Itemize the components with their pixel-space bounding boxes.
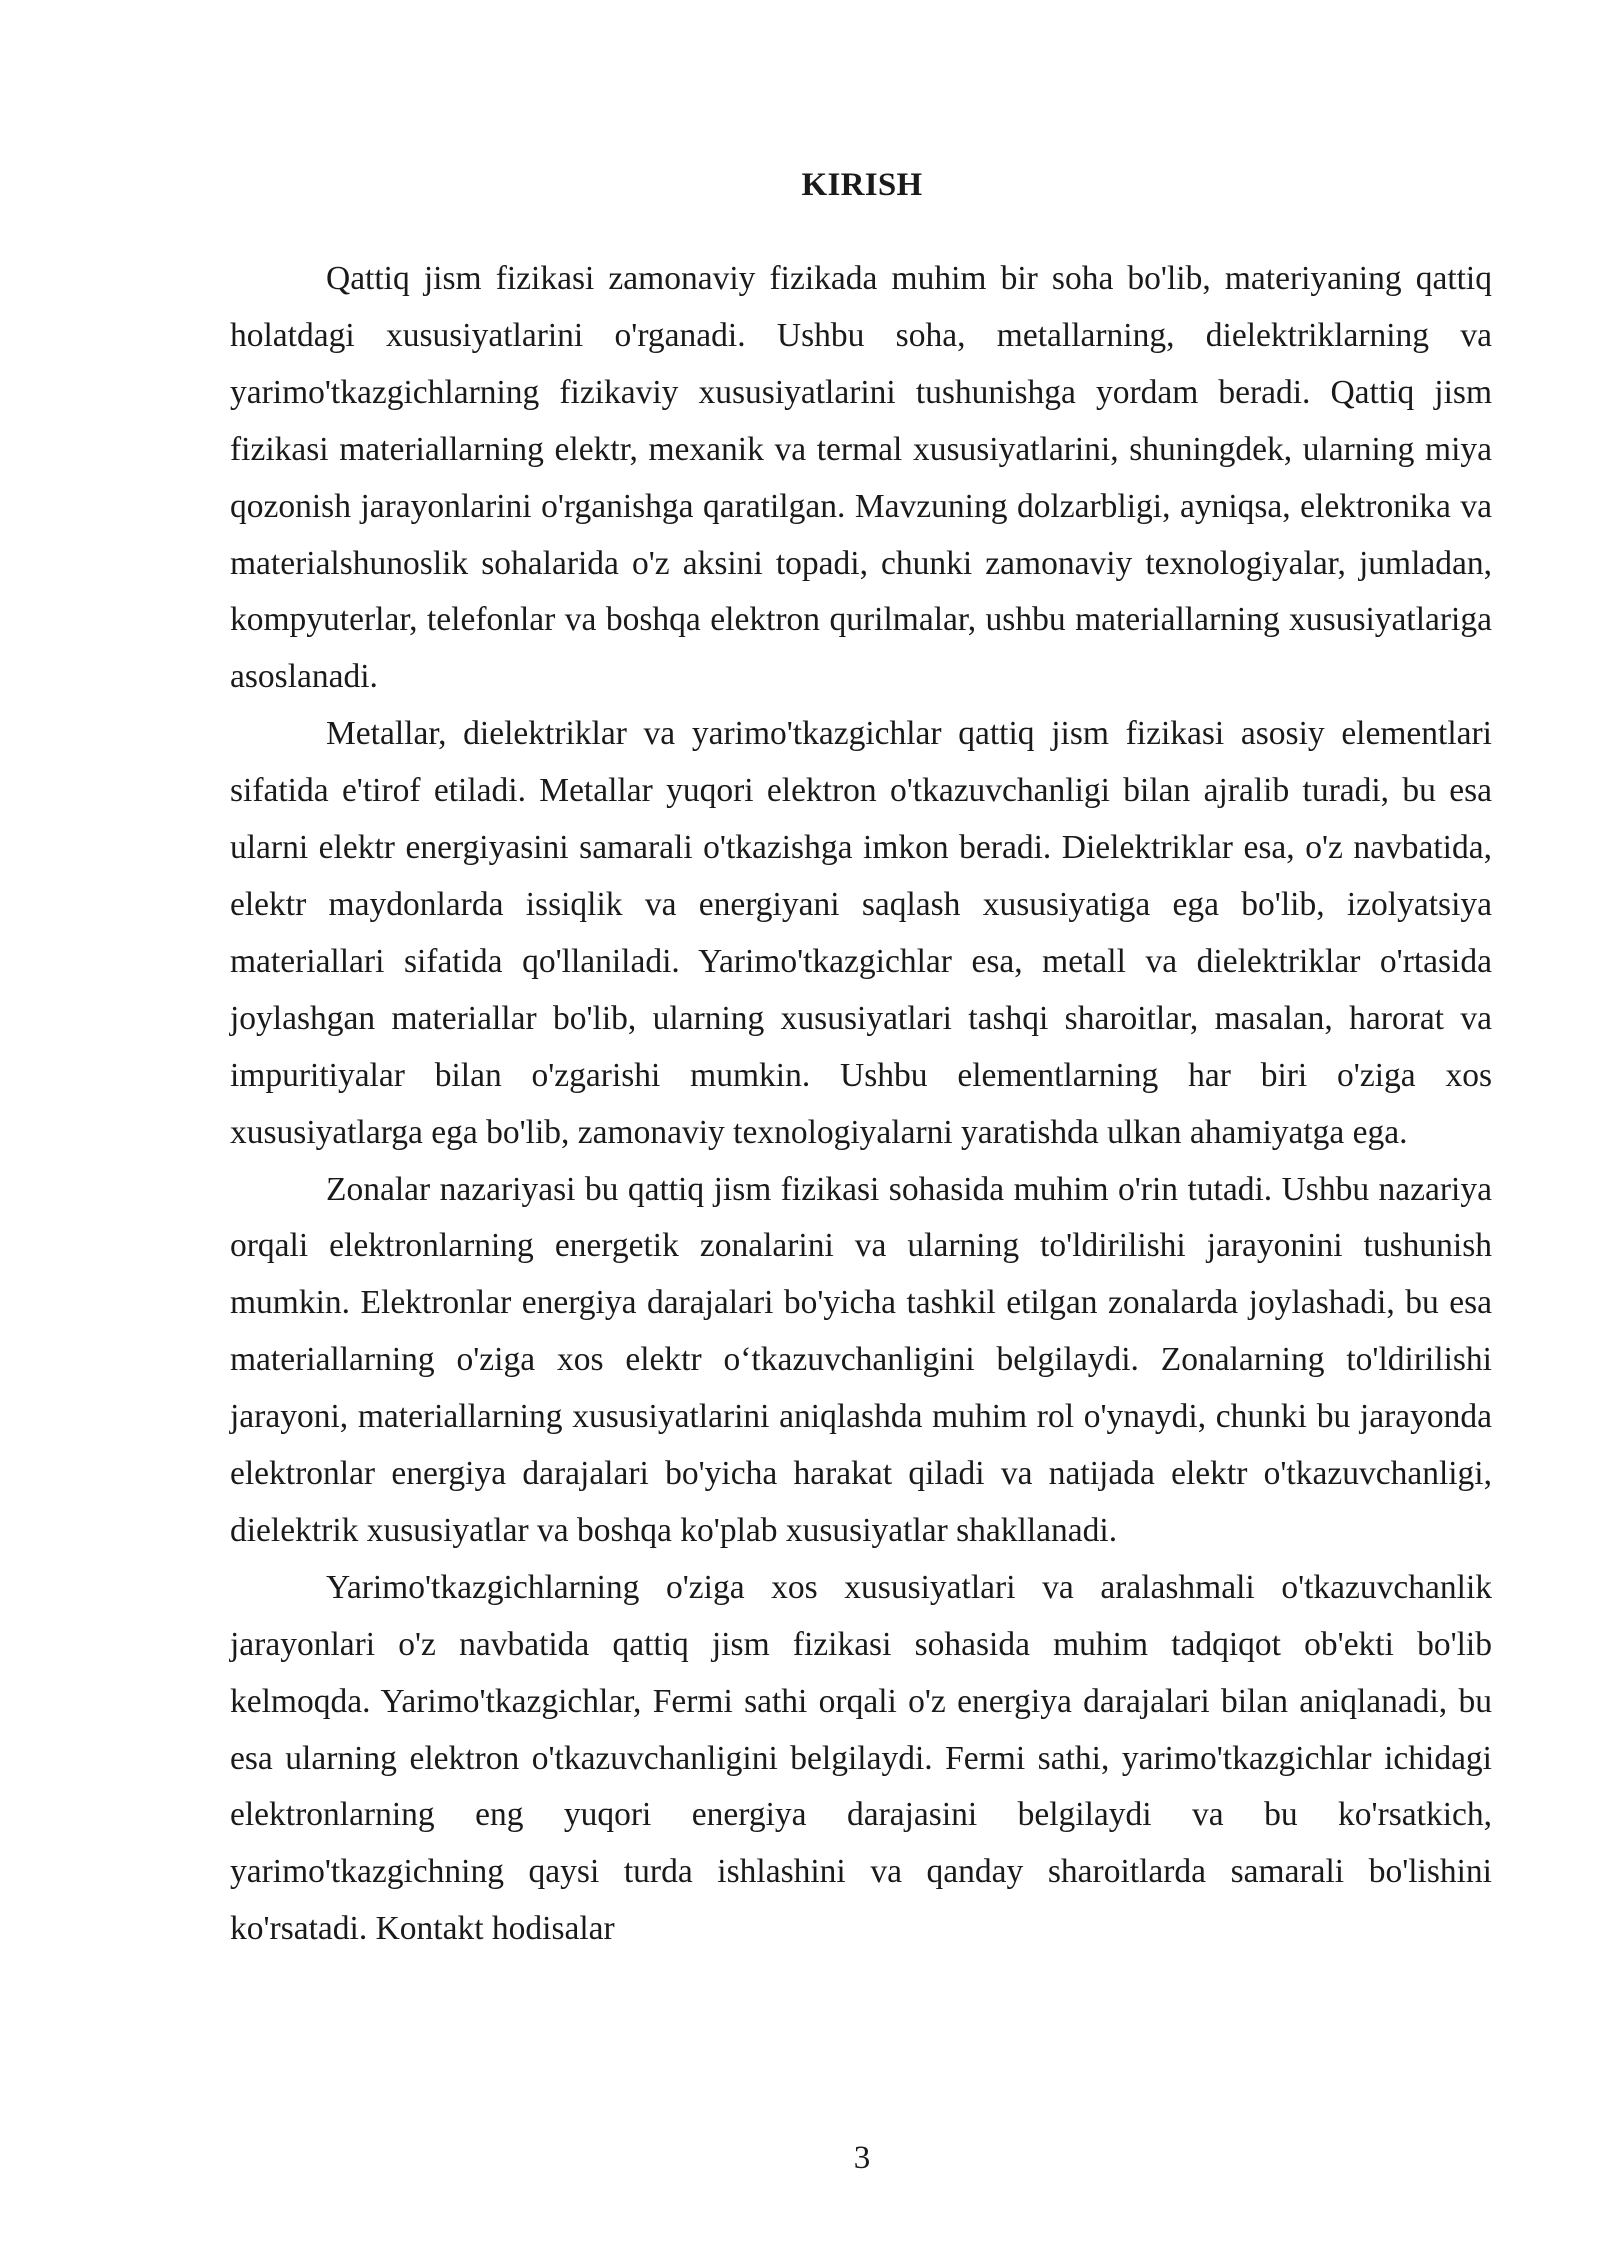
paragraph-4: Yarimo'tkazgichlarning o'ziga xos xususiyatlari va aralashmali o'tkazuvchanlik jarayonlari o'z navbatida qattiq jism fizikasi sohasida muhim tadqiqot ob'ekti bo'lib kelmoqda. Yarimo'tkazgichlar, Fermi sathi orqali o'z energiya darajalari bilan aniqlanadi, bu esa ularning elektron o'tkazuvchanligini belgilaydi. Fermi sathi, yarimo'tkazgichlar ichidagi elektronlarning eng yuqori energiya darajasini belgilaydi va bu ko'rsatkich, yarimo'tkazgichning qaysi turda ishlashini va qanday sharoitlarda samarali bo'lishini ko'rsatadi. Kontakt hodisalar	[230, 1568, 1492, 1948]
paragraph-2: Metallar, dielektriklar va yarimo'tkazgichlar qattiq jism fizikasi asosiy elementlari sifatida e'tirof etiladi. Metallar yuqori elektron o'tkazuvchanligi bilan ajralib turadi, bu esa ularni elektr energiyasini samarali o'tkazishga imkon beradi. Dielektriklar esa, o'z navbatida, elektr maydonlarda issiqlik va energiyani saqlash xususiyatiga ega bo'lib, izolyatsiya materiallari sifatida qo'llaniladi. Yarimo'tkazgichlar esa, metall va dielektriklar o'rtasida joylashgan materiallar bo'lib, ularning xususiyatlari tashqi sharoitlar, masalan, harorat va impuritiyalar bilan o'zgarishi mumkin. Ushbu elementlarning har biri o'ziga xos xususiyatlarga ega bo'lib, zamonaviy texnologiyalarni yaratishda ulkan ahamiyatga ega.	[230, 715, 1492, 1151]
paragraph-3: Zonalar nazariyasi bu qattiq jism fizikasi sohasida muhim o'rin tutadi. Ushbu nazariya orqali elektronlarning energetik zonalarini va ularning to'ldirilishi jarayonini tushunish mumkin. Elektronlar energiya darajalari bo'yicha tashkil etilgan zonalarda joylashadi, bu esa materiallarning o'ziga xos elektr o‘tkazuvchanligini belgilaydi. Zonalarning to'ldirilishi jarayoni, materiallarning xususiyatlarini aniqlashda muhim rol o'ynaydi, chunki bu jarayonda elektronlar energiya darajalari bo'yicha harakat qiladi va natijada elektr o'tkazuvchanligi, dielektrik xususiyatlar va boshqa ko'plab xususiyatlar shakllanadi.	[230, 1170, 1492, 1549]
body-text	[230, 251, 1492, 1958]
page-title: KIRISH	[801, 167, 923, 203]
page-number: 3	[853, 2140, 871, 2176]
paragraph-1: Qattiq jism fizikasi zamonaviy fizikada muhim bir soha bo'lib, materiyaning qattiq holatdagi xususiyatlarini o'rganadi. Ushbu soha, metallarning, dielektriklarning va yarimo'tkazgichlarning fizikaviy xususiyatlarini tushunishga yordam beradi. Qattiq jism fizikasi materiallarning elektr, mexanik va termal xususiyatlarini, shuningdek, ularning miya qozonish jarayonlarini o'rganishga qaratilgan. Mavzuning dolzarbligi, ayniqsa, elektronika va materialshunoslik sohalarida o'z aksini topadi, chunki zamonaviy texnologiyalar, jumladan, kompyuterlar, telefonlar va boshqa elektron qurilmalar, ushbu materiallarning xususiyatlariga asoslanadi.	[230, 260, 1492, 696]
